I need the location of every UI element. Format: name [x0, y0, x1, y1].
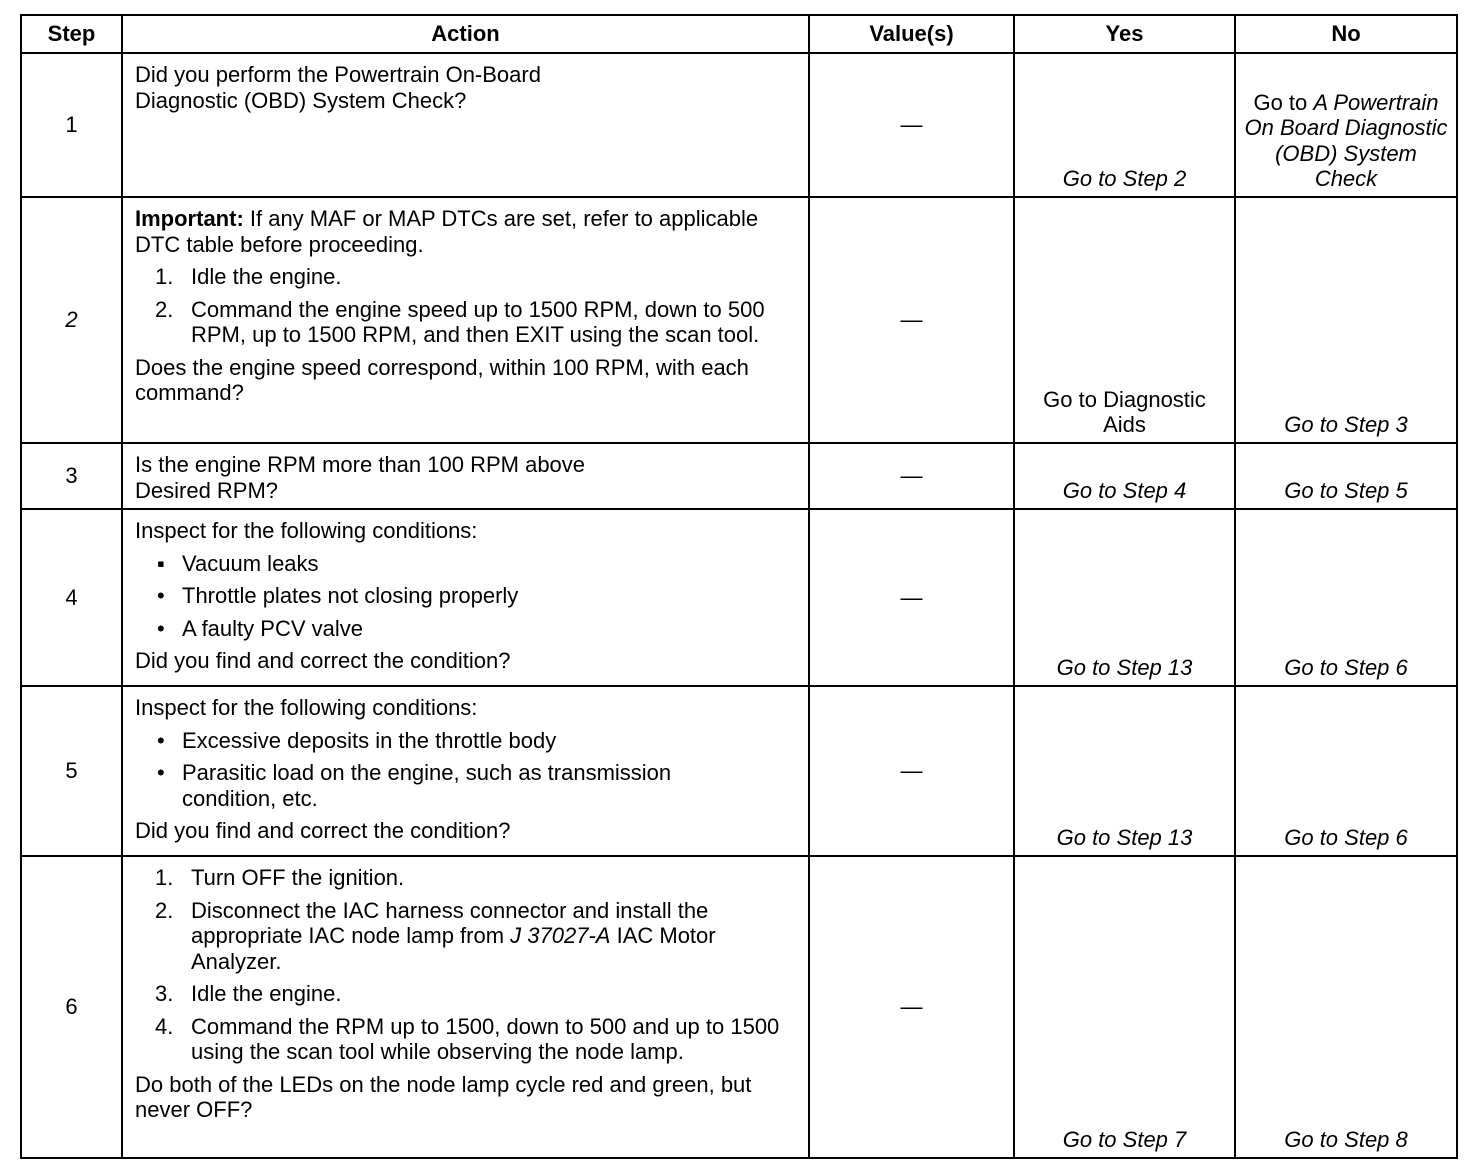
- list-text: Throttle plates not closing properly: [182, 583, 519, 609]
- yes-action[interactable]: [1014, 197, 1235, 443]
- list-number: 1.: [155, 264, 174, 290]
- action-cell: [122, 686, 809, 856]
- no-action[interactable]: Go to Step 6: [1235, 509, 1457, 686]
- action-question: Does the engine speed correspond, within 100 RPM, with each command?: [135, 354, 749, 406]
- no-action[interactable]: Go to Step 5: [1235, 443, 1457, 509]
- list-item: [135, 1014, 796, 1065]
- action-cell: [122, 443, 809, 509]
- bullet-list: [135, 728, 796, 812]
- value-cell: —: [809, 509, 1014, 686]
- list-text: Parasitic load on the engine, such as transmission condition, etc.: [182, 760, 672, 811]
- list-text: A faulty PCV valve: [182, 615, 363, 641]
- no-action[interactable]: [1235, 53, 1457, 197]
- yes-action[interactable]: Go to Step 7: [1014, 856, 1235, 1158]
- action-cell: [122, 53, 809, 197]
- yes-action[interactable]: Go to Step 4: [1014, 443, 1235, 509]
- header-values: Value(s): [809, 15, 1014, 53]
- bullet-list: [135, 551, 796, 642]
- no-action-link[interactable]: A Powertrain On Board Diagnostic (OBD) System Check: [1244, 89, 1448, 192]
- list-number: 2.: [155, 296, 174, 322]
- no-action[interactable]: Go to Step 8: [1235, 856, 1457, 1158]
- diagnostic-table: [20, 14, 1458, 1159]
- list-text: Command the RPM up to 1500, down to 500 and up to 1500 using the scan tool while observing the node lamp.: [191, 1013, 780, 1065]
- important-note: [135, 206, 796, 257]
- action-question: Is the engine RPM more than 100 RPM above Desired RPM?: [135, 452, 586, 503]
- value-cell: —: [809, 197, 1014, 443]
- table-row: [21, 856, 1457, 1158]
- bullet-icon: •: [157, 615, 165, 641]
- table-row: [21, 509, 1457, 686]
- tool-name: J 37027-A: [510, 923, 611, 949]
- table-row: [21, 443, 1457, 509]
- action-question: Did you perform the Powertrain On-Board Diagnostic (OBD) System Check?: [135, 62, 541, 113]
- list-number: 3.: [155, 981, 174, 1007]
- list-text-post: IAC Motor Analyzer.: [191, 923, 716, 974]
- table-row: [21, 197, 1457, 443]
- important-label: Important:: [135, 206, 244, 231]
- step-number: 1: [21, 53, 122, 197]
- list-item: [135, 583, 796, 609]
- yes-action-text[interactable]: Go to Diagnostic Aids: [1043, 386, 1206, 438]
- table-row: [21, 53, 1457, 197]
- numbered-list: [135, 865, 796, 1065]
- bullet-icon: •: [157, 760, 165, 786]
- value-cell: —: [809, 53, 1014, 197]
- list-text: Turn OFF the ignition.: [191, 865, 405, 890]
- step-number: 6: [21, 856, 122, 1158]
- header-step: Step: [21, 15, 122, 53]
- list-item: [135, 551, 796, 577]
- list-text: Vacuum leaks: [182, 550, 319, 576]
- list-item: [135, 264, 796, 290]
- no-action[interactable]: Go to Step 6: [1235, 686, 1457, 856]
- yes-action[interactable]: Go to Step 13: [1014, 509, 1235, 686]
- header-row: [21, 15, 1457, 53]
- list-item: [135, 297, 796, 348]
- step-number: 2: [21, 197, 122, 443]
- header-no: No: [1235, 15, 1457, 53]
- yes-action[interactable]: Go to Step 2: [1014, 53, 1235, 197]
- action-question: Did you find and correct the condition?: [135, 648, 511, 674]
- bullet-icon: ▪: [157, 550, 165, 576]
- list-number: 2.: [155, 897, 174, 923]
- list-text: Idle the engine.: [191, 264, 342, 290]
- important-text: If any MAF or MAP DTCs are set, refer to applicable DTC table before proceeding.: [135, 206, 759, 257]
- action-question: Did you find and correct the condition?: [135, 818, 511, 844]
- list-item: [135, 898, 796, 975]
- value-cell: —: [809, 686, 1014, 856]
- numbered-list: [135, 264, 796, 348]
- action-cell: [122, 509, 809, 686]
- value-cell: —: [809, 856, 1014, 1158]
- step-number: 4: [21, 509, 122, 686]
- step-number: 5: [21, 686, 122, 856]
- bullet-icon: •: [157, 727, 165, 753]
- bullet-icon: •: [157, 583, 165, 609]
- list-text-pre: Disconnect the IAC harness connector and install the appropriate IAC node lamp from: [191, 897, 709, 949]
- list-text: Command the engine speed up to 1500 RPM, down to 500 RPM, up to 1500 RPM, and then EXIT using the scan tool.: [191, 296, 765, 348]
- list-item: [135, 760, 796, 811]
- value-cell: —: [809, 443, 1014, 509]
- header-action: Action: [122, 15, 809, 53]
- list-number: 1.: [155, 865, 174, 890]
- list-item: [135, 865, 796, 891]
- action-intro: Inspect for the following conditions:: [135, 518, 478, 543]
- header-yes: Yes: [1014, 15, 1235, 53]
- action-question: Do both of the LEDs on the node lamp cycle red and green, but never OFF?: [135, 1071, 752, 1123]
- action-intro: Inspect for the following conditions:: [135, 695, 478, 720]
- step-number: 3: [21, 443, 122, 509]
- list-item: [135, 728, 796, 754]
- no-action-prefix: Go to: [1253, 89, 1314, 115]
- list-number: 4.: [155, 1013, 174, 1039]
- no-action[interactable]: Go to Step 3: [1235, 197, 1457, 443]
- action-cell: [122, 856, 809, 1158]
- list-item: [135, 616, 796, 642]
- action-cell: [122, 197, 809, 443]
- list-text: Idle the engine.: [191, 981, 342, 1007]
- list-item: [135, 981, 796, 1007]
- yes-action[interactable]: Go to Step 13: [1014, 686, 1235, 856]
- list-text: Excessive deposits in the throttle body: [182, 727, 557, 753]
- table-row: [21, 686, 1457, 856]
